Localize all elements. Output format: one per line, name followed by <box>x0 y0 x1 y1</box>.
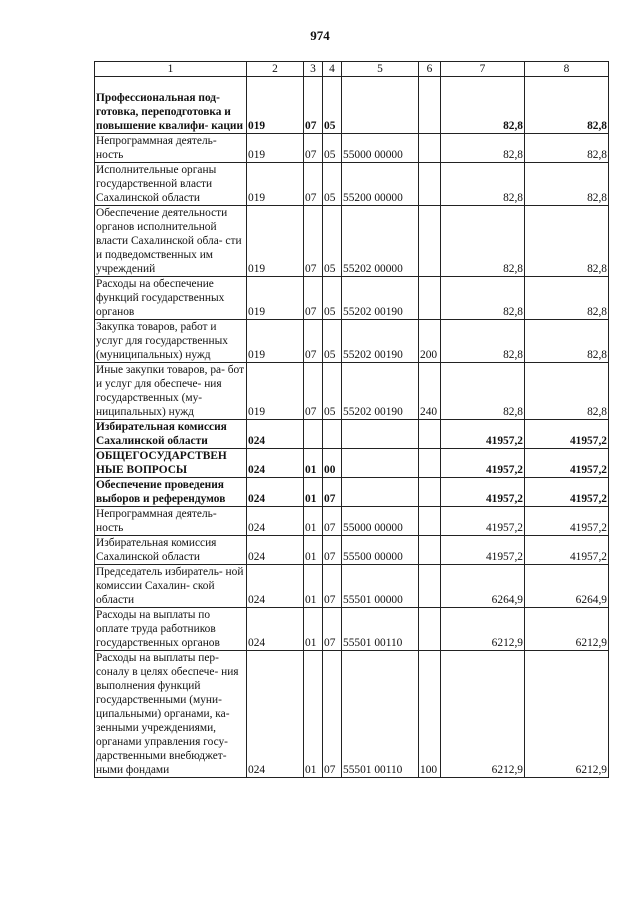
row-name: Исполнительные органы государственной власти Сахалинской области <box>95 163 247 206</box>
column-number: 8 <box>525 62 609 77</box>
table-row <box>95 651 609 778</box>
row-name: Непрограммная деятель- ность <box>95 507 247 536</box>
section-code: 01 <box>304 565 323 608</box>
row-name: Обеспечение деятельности органов исполнительной власти Сахалинской обла- сти и подведомственных им учреждений <box>95 206 247 277</box>
admin-code: 024 <box>247 420 304 449</box>
section-code <box>304 420 323 449</box>
target-article-code <box>342 77 419 134</box>
expense-type-code <box>419 507 441 536</box>
column-number: 5 <box>342 62 419 77</box>
table-row <box>95 363 609 420</box>
section-code: 01 <box>304 651 323 778</box>
target-article-code <box>342 420 419 449</box>
section-code: 07 <box>304 206 323 277</box>
subsection-code: 07 <box>323 507 342 536</box>
expense-type-code <box>419 134 441 163</box>
amount-year-2: 41957,2 <box>525 507 609 536</box>
table-row <box>95 449 609 478</box>
section-code: 01 <box>304 478 323 507</box>
subsection-code: 05 <box>323 363 342 420</box>
admin-code: 019 <box>247 163 304 206</box>
amount-year-2: 41957,2 <box>525 420 609 449</box>
amount-year-2: 6264,9 <box>525 565 609 608</box>
table-row <box>95 507 609 536</box>
target-article-code: 55202 00190 <box>342 320 419 363</box>
column-number: 1 <box>95 62 247 77</box>
amount-year-1: 41957,2 <box>441 420 525 449</box>
table-row <box>95 536 609 565</box>
amount-year-1: 6212,9 <box>441 651 525 778</box>
subsection-code: 05 <box>323 77 342 134</box>
admin-code: 024 <box>247 478 304 507</box>
amount-year-2: 82,8 <box>525 163 609 206</box>
amount-year-1: 41957,2 <box>441 478 525 507</box>
amount-year-2: 82,8 <box>525 77 609 134</box>
target-article-code <box>342 449 419 478</box>
target-article-code <box>342 478 419 507</box>
page-number: 974 <box>310 28 330 43</box>
amount-year-1: 82,8 <box>441 77 525 134</box>
amount-year-2: 6212,9 <box>525 608 609 651</box>
row-name: Расходы на выплаты по оплате труда работников государственных органов <box>95 608 247 651</box>
expense-type-code: 100 <box>419 651 441 778</box>
column-number: 4 <box>323 62 342 77</box>
admin-code: 024 <box>247 449 304 478</box>
subsection-code: 05 <box>323 320 342 363</box>
amount-year-1: 82,8 <box>441 277 525 320</box>
target-article-code: 55501 00000 <box>342 565 419 608</box>
subsection-code: 07 <box>323 478 342 507</box>
section-code: 01 <box>304 507 323 536</box>
section-code: 01 <box>304 608 323 651</box>
amount-year-1: 82,8 <box>441 363 525 420</box>
amount-year-2: 41957,2 <box>525 478 609 507</box>
row-name: Председатель избиратель- ной комиссии Сахалин- ской области <box>95 565 247 608</box>
admin-code: 024 <box>247 536 304 565</box>
row-name: ОБЩЕГОСУДАРСТВЕН НЫЕ ВОПРОСЫ <box>95 449 247 478</box>
admin-code: 024 <box>247 507 304 536</box>
table-row <box>95 420 609 449</box>
expense-type-code <box>419 536 441 565</box>
column-number: 6 <box>419 62 441 77</box>
admin-code: 019 <box>247 77 304 134</box>
target-article-code: 55500 00000 <box>342 536 419 565</box>
amount-year-1: 82,8 <box>441 206 525 277</box>
subsection-code: 07 <box>323 536 342 565</box>
table-row <box>95 77 609 134</box>
subsection-code: 07 <box>323 651 342 778</box>
row-name: Непрограммная деятель- ность <box>95 134 247 163</box>
subsection-code: 00 <box>323 449 342 478</box>
table-row <box>95 277 609 320</box>
amount-year-1: 82,8 <box>441 163 525 206</box>
target-article-code: 55200 00000 <box>342 163 419 206</box>
section-code: 07 <box>304 320 323 363</box>
amount-year-2: 82,8 <box>525 206 609 277</box>
section-code: 07 <box>304 77 323 134</box>
table-row <box>95 478 609 507</box>
row-name: Иные закупки товаров, ра- бот и услуг для обеспече- ния государственных (му- ниципальных) нужд <box>95 363 247 420</box>
subsection-code: 07 <box>323 608 342 651</box>
column-number: 7 <box>441 62 525 77</box>
amount-year-2: 82,8 <box>525 134 609 163</box>
target-article-code: 55501 00110 <box>342 651 419 778</box>
expense-type-code <box>419 77 441 134</box>
table-row <box>95 320 609 363</box>
target-article-code: 55202 00000 <box>342 206 419 277</box>
expense-type-code <box>419 420 441 449</box>
expense-type-code <box>419 206 441 277</box>
amount-year-2: 82,8 <box>525 320 609 363</box>
subsection-code: 05 <box>323 134 342 163</box>
amount-year-1: 6212,9 <box>441 608 525 651</box>
expense-type-code <box>419 478 441 507</box>
admin-code: 019 <box>247 363 304 420</box>
admin-code: 024 <box>247 608 304 651</box>
row-name: Расходы на выплаты пер- соналу в целях обеспече- ния выполнения функций государственными (муни- ципальными) органами, ка- зенными учреждениями, органами управления госу- дарственными внебюджет- ными фондами <box>95 651 247 778</box>
admin-code: 019 <box>247 206 304 277</box>
admin-code: 019 <box>247 320 304 363</box>
amount-year-2: 82,8 <box>525 277 609 320</box>
expense-type-code: 200 <box>419 320 441 363</box>
row-name: Избирательная комиссия Сахалинской области <box>95 536 247 565</box>
target-article-code: 55501 00110 <box>342 608 419 651</box>
section-code: 07 <box>304 363 323 420</box>
column-number-row <box>95 62 609 77</box>
column-number: 2 <box>247 62 304 77</box>
amount-year-1: 6264,9 <box>441 565 525 608</box>
budget-table <box>94 61 609 778</box>
amount-year-1: 41957,2 <box>441 449 525 478</box>
target-article-code: 55202 00190 <box>342 277 419 320</box>
expense-type-code <box>419 163 441 206</box>
expense-type-code <box>419 449 441 478</box>
admin-code: 019 <box>247 134 304 163</box>
row-name: Расходы на обеспечение функций государственных органов <box>95 277 247 320</box>
section-code: 07 <box>304 134 323 163</box>
subsection-code: 05 <box>323 277 342 320</box>
amount-year-2: 41957,2 <box>525 449 609 478</box>
section-code: 07 <box>304 163 323 206</box>
admin-code: 019 <box>247 277 304 320</box>
subsection-code: 05 <box>323 206 342 277</box>
table-row <box>95 206 609 277</box>
subsection-code <box>323 420 342 449</box>
row-name: Профессиональная под- готовка, переподготовка и повышение квалифи- кации <box>95 77 247 134</box>
amount-year-2: 82,8 <box>525 363 609 420</box>
section-code: 01 <box>304 449 323 478</box>
table-row <box>95 565 609 608</box>
expense-type-code <box>419 608 441 651</box>
table-row <box>95 163 609 206</box>
row-name: Закупка товаров, работ и услуг для государственных (муниципальных) нужд <box>95 320 247 363</box>
admin-code: 024 <box>247 565 304 608</box>
amount-year-1: 82,8 <box>441 320 525 363</box>
amount-year-2: 41957,2 <box>525 536 609 565</box>
target-article-code: 55000 00000 <box>342 507 419 536</box>
amount-year-1: 82,8 <box>441 134 525 163</box>
admin-code: 024 <box>247 651 304 778</box>
subsection-code: 07 <box>323 565 342 608</box>
table-row <box>95 134 609 163</box>
subsection-code: 05 <box>323 163 342 206</box>
amount-year-2: 6212,9 <box>525 651 609 778</box>
target-article-code: 55202 00190 <box>342 363 419 420</box>
section-code: 01 <box>304 536 323 565</box>
column-number: 3 <box>304 62 323 77</box>
section-code: 07 <box>304 277 323 320</box>
amount-year-1: 41957,2 <box>441 507 525 536</box>
row-name: Обеспечение проведения выборов и референдумов <box>95 478 247 507</box>
amount-year-1: 41957,2 <box>441 536 525 565</box>
target-article-code: 55000 00000 <box>342 134 419 163</box>
expense-type-code <box>419 277 441 320</box>
row-name: Избирательная комиссия Сахалинской области <box>95 420 247 449</box>
expense-type-code <box>419 565 441 608</box>
table-row <box>95 608 609 651</box>
expense-type-code: 240 <box>419 363 441 420</box>
